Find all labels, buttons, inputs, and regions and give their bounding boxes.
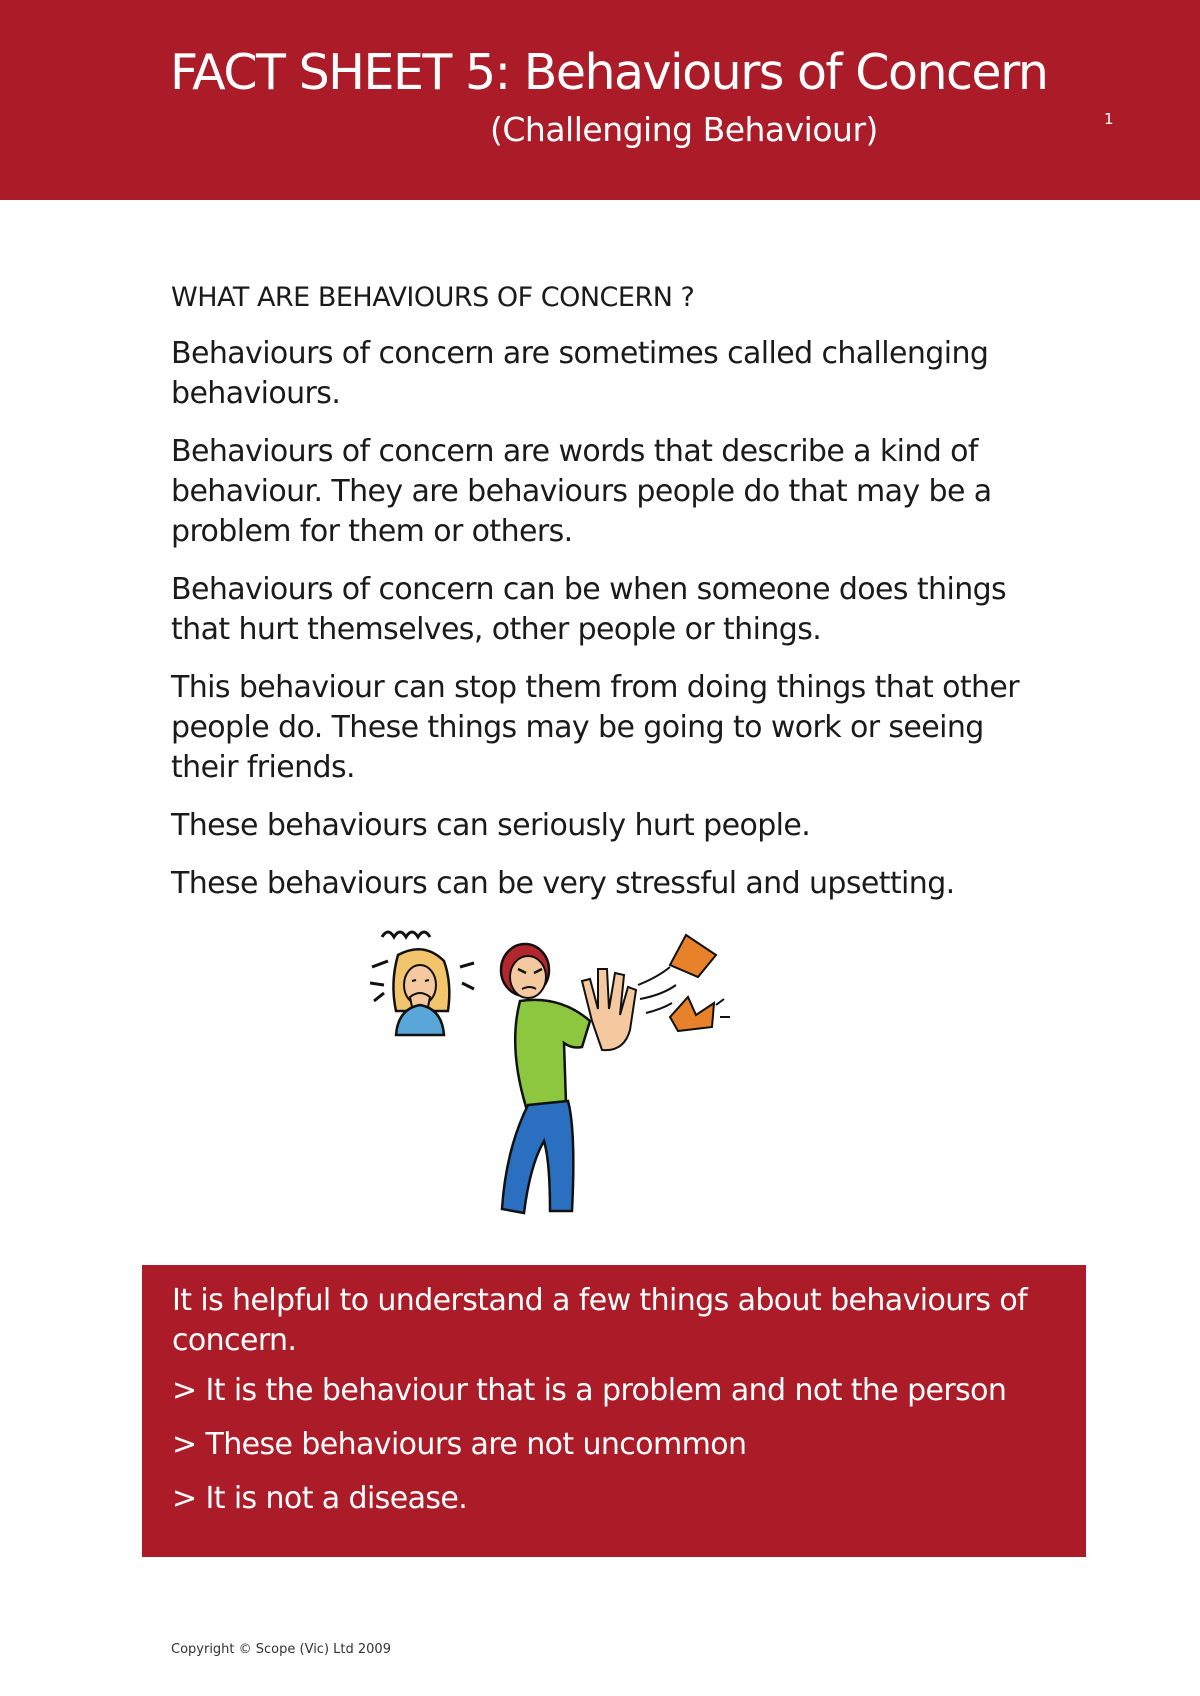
paragraph: These behaviours can seriously hurt people. <box>171 808 811 843</box>
list-item: > It is the behaviour that is a problem and not the person <box>172 1373 1007 1408</box>
challenging-behaviour-illustration <box>370 925 790 1225</box>
key-points-list <box>172 1371 1056 1519</box>
main-content <box>171 280 1051 922</box>
paragraph: Behaviours of concern are sometimes called challenging behaviours. <box>171 336 989 411</box>
paragraph: This behaviour can stop them from doing things that other people do. These things may be going to work or seeing their friends. <box>171 670 1020 785</box>
angry-person-icon <box>501 944 636 1213</box>
copyright-notice: Copyright © Scope (Vic) Ltd 2009 <box>171 1642 391 1657</box>
page-title: FACT SHEET 5: Behaviours of Concern <box>170 44 1048 101</box>
paragraph: These behaviours can be very stressful and upsetting. <box>171 866 955 901</box>
paragraph: Behaviours of concern are words that describe a kind of behaviour. They are behaviours people do that may be a problem for them or others. <box>171 434 992 549</box>
thrown-object-icon <box>638 935 730 1031</box>
frightened-person-icon <box>370 932 474 1035</box>
page-number: 1 <box>1104 110 1114 128</box>
list-item: > These behaviours are not uncommon <box>172 1427 747 1462</box>
callout-intro: It is helpful to understand a few things about behaviours of concern. <box>172 1283 1028 1358</box>
header-banner <box>0 0 1200 200</box>
section-heading: WHAT ARE BEHAVIOURS OF CONCERN ? <box>171 282 695 313</box>
paragraph: Behaviours of concern can be when someone does things that hurt themselves, other people or things. <box>171 572 1007 647</box>
key-points-box <box>142 1265 1086 1557</box>
page-subtitle: (Challenging Behaviour) <box>490 110 878 149</box>
list-item: > It is not a disease. <box>172 1481 468 1516</box>
